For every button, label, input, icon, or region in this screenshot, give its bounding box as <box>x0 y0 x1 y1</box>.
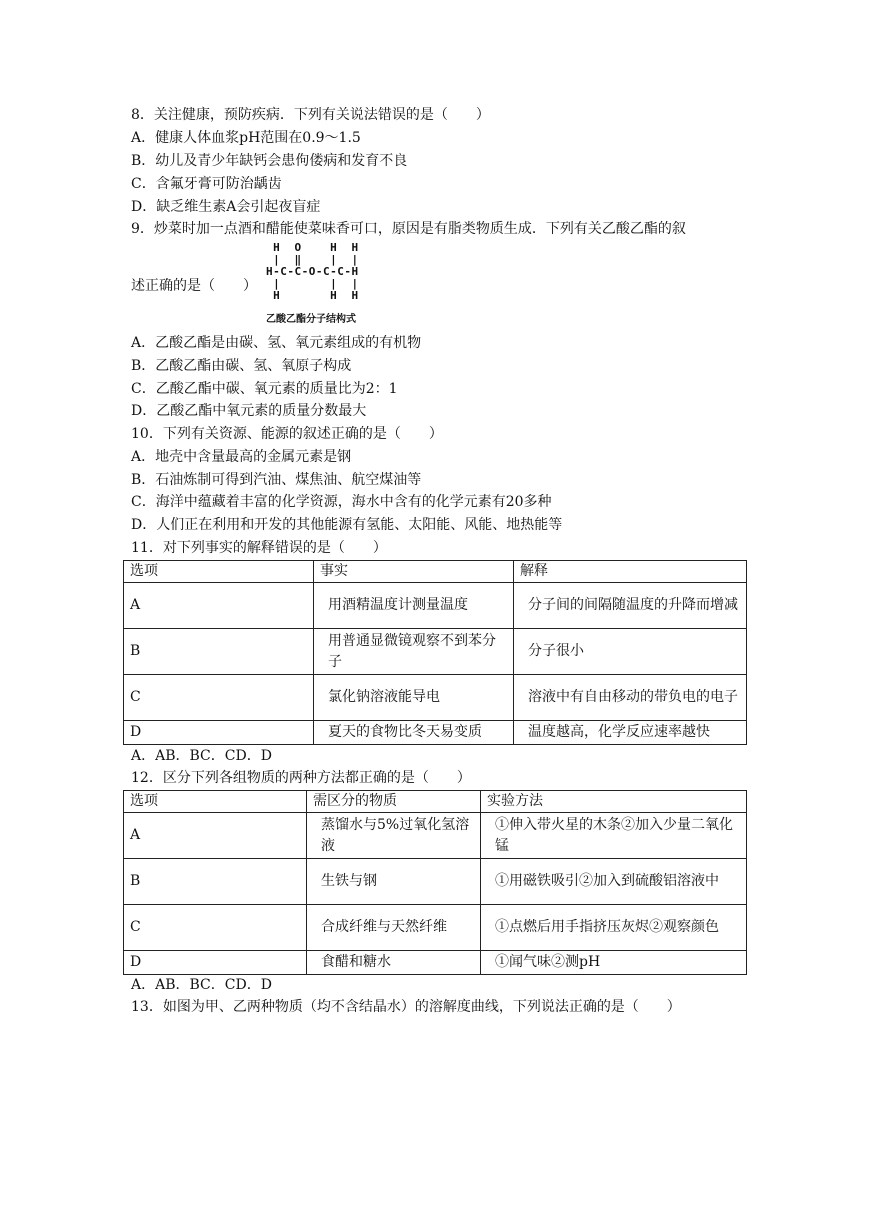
table-cell: C <box>124 905 307 951</box>
table-cell: 生铁与钢 <box>307 859 481 905</box>
q8-option-c: C．含氟牙膏可防治龋齿 <box>131 176 282 192</box>
q8-option-a: A．健康人体血浆pH范围在0.9～1.5 <box>131 130 361 146</box>
q10-stem: 10．下列有关资源、能源的叙述正确的是（ ） <box>131 426 443 442</box>
table-cell: D <box>124 951 307 975</box>
q12-stem: 12．区分下列各组物质的两种方法都正确的是（ ） <box>131 770 471 786</box>
table-cell: B <box>124 859 307 905</box>
table-row <box>124 813 747 859</box>
q13-stem: 13．如图为甲、乙两种物质（均不含结晶水）的溶解度曲线，下列说法正确的是（ ） <box>131 999 681 1015</box>
q8-option-d: D．缺乏维生素A会引起夜盲症 <box>131 199 321 215</box>
table-cell: 氯化钠溶液能导电 <box>314 675 514 721</box>
table-cell: B <box>124 629 314 675</box>
q11-table <box>123 560 747 745</box>
table-header-cell: 选项 <box>124 561 314 583</box>
table-cell: 用酒精温度计测量温度 <box>314 583 514 629</box>
q8-option-b: B．幼儿及青少年缺钙会患佝偻病和发育不良 <box>131 153 408 169</box>
structure-row-3: H-C-C-O-C-C-H <box>266 265 359 278</box>
q10-option-a: A．地壳中含量最高的金属元素是钢 <box>131 449 352 465</box>
q8-stem: 8．关注健康，预防疾病．下列有关说法错误的是（ ） <box>131 107 490 123</box>
table-row <box>124 629 747 675</box>
table-cell: ①伸入带火星的木条②加入少量二氧化锰 <box>481 813 747 859</box>
q9-option-b: B．乙酸乙酯由碳、氢、氧原子构成 <box>131 358 352 374</box>
structure-caption: 乙酸乙酯分子结构式 <box>266 314 356 325</box>
table-cell: 合成纤维与天然纤维 <box>307 905 481 951</box>
q12-table <box>123 790 747 975</box>
q9-stem-line1: 9．炒菜时加一点酒和醋能使菜味香可口，原因是有脂类物质生成．下列有关乙酸乙酯的叙 <box>131 221 686 237</box>
table-cell: 夏天的食物比冬天易变质 <box>314 721 514 745</box>
q11-answer-choices: A．AB．BC．CD．D <box>131 748 272 764</box>
q9-option-d: D．乙酸乙酯中氧元素的质量分数最大 <box>131 403 367 419</box>
table-row <box>124 859 747 905</box>
q9-option-a: A．乙酸乙酯是由碳、氢、氧元素组成的有机物 <box>131 335 422 351</box>
q10-option-d: D．人们正在利用和开发的其他能源有氢能、太阳能、风能、地热能等 <box>131 517 563 533</box>
table-header-row <box>124 791 747 813</box>
table-cell: 温度越高，化学反应速率越快 <box>514 721 747 745</box>
table-cell: ①用磁铁吸引②加入到硫酸铝溶液中 <box>481 859 747 905</box>
q9-option-c: C．乙酸乙酯中碳、氧元素的质量比为2：1 <box>131 381 398 397</box>
table-header-cell: 解释 <box>514 561 747 583</box>
table-cell: A <box>124 813 307 859</box>
table-cell: 蒸馏水与5%过氧化氢溶液 <box>307 813 481 859</box>
structure-row-4: | | | <box>266 277 359 290</box>
q10-option-c: C．海洋中蕴藏着丰富的化学资源，海水中含有的化学元素有20多种 <box>131 494 552 510</box>
table-row <box>124 951 747 975</box>
table-cell: C <box>124 675 314 721</box>
structure-row-5: H H H <box>266 289 359 302</box>
q11-stem: 11．对下列事实的解释错误的是（ ） <box>131 540 387 556</box>
table-header-cell: 事实 <box>314 561 514 583</box>
table-row <box>124 583 747 629</box>
structure-row-2: | ‖ | | <box>266 253 359 266</box>
q10-option-b: B．石油炼制可得到汽油、煤焦油、航空煤油等 <box>131 472 422 488</box>
table-header-cell: 实验方法 <box>481 791 747 813</box>
table-cell: 分子很小 <box>514 629 747 675</box>
table-cell: 分子间的间隔随温度的升降而增减 <box>514 583 747 629</box>
table-row <box>124 721 747 745</box>
structure-row-1: H O H H <box>266 241 359 254</box>
table-cell: A <box>124 583 314 629</box>
q12-answer-choices: A．AB．BC．CD．D <box>131 977 272 993</box>
table-cell: D <box>124 721 314 745</box>
table-cell: 溶液中有自由移动的带负电的电子 <box>514 675 747 721</box>
table-cell: 用普通显微镜观察不到苯分子 <box>314 629 514 675</box>
table-header-cell: 选项 <box>124 791 307 813</box>
table-row <box>124 905 747 951</box>
table-cell: ①点燃后用手指挤压灰烬②观察颜色 <box>481 905 747 951</box>
q9-stem-line2: 述正确的是（ ） <box>131 278 257 294</box>
ethyl-acetate-structure-figure <box>266 240 412 324</box>
table-header-row <box>124 561 747 583</box>
table-row <box>124 675 747 721</box>
table-header-cell: 需区分的物质 <box>307 791 481 813</box>
table-cell: 食醋和糖水 <box>307 951 481 975</box>
table-cell: ①闻气味②测pH <box>481 951 747 975</box>
